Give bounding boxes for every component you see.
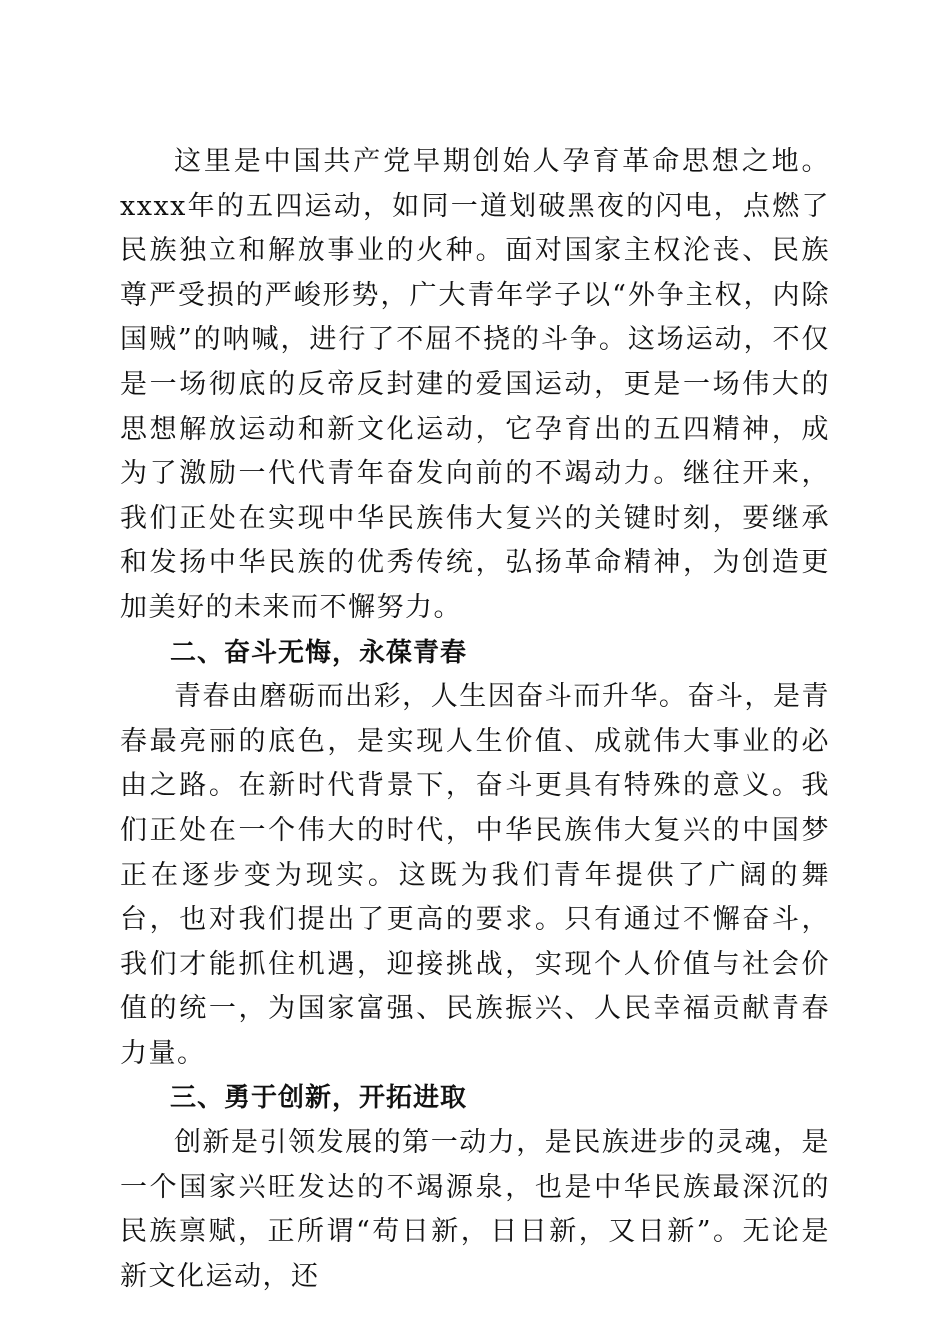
paragraph-innovation: 创新是引领发展的第一动力，是民族进步的灵魂，是一个国家兴旺发达的不竭源泉，也是中华民族最深沉的民族禀赋，正所谓“苟日新，日日新，又日新”。无论是新文化运动，还	[120, 1127, 830, 1292]
document-body	[120, 140, 830, 1299]
paragraph-struggle: 青春由磨砺而出彩，人生因奋斗而升华。奋斗，是青春最亮丽的底色，是实现人生价值、成就伟大事业的必由之路。在新时代背景下，奋斗更具有特殊的意义。我们正处在一个伟大的时代，中华民族伟大复兴的中国梦正在逐步变为现实。这既为我们青年提供了广阔的舞台，也对我们提出了更高的要求。只有通过不懈奋斗，我们才能抓住机遇，迎接挑战，实现个人价值与社会价值的统一，为国家富强、民族振兴、人民幸福贡献青春力量。	[120, 681, 830, 1069]
section-heading-two: 二、奋斗无悔，永葆青春	[170, 637, 468, 668]
paragraph-may-fourth: 这里是中国共产党早期创始人孕育革命思想之地。xxxx年的五四运动，如同一道划破黑夜的闪电，点燃了民族独立和解放事业的火种。面对国家主权沦丧、民族尊严受损的严峻形势，广大青年学子以“外争主权，内除国贼”的呐喊，进行了不屈不挠的斗争。这场运动，不仅是一场彻底的反帝反封建的爱国运动，更是一场伟大的思想解放运动和新文化运动，它孕育出的五四精神，成为了激励一代代青年奋发向前的不竭动力。继往开来，我们正处在实现中华民族伟大复兴的关键时刻，要继承和发扬中华民族的优秀传统，弘扬革命精神，为创造更加美好的未来而不懈努力。	[120, 146, 830, 623]
section-heading-three: 三、勇于创新，开拓进取	[170, 1083, 468, 1114]
